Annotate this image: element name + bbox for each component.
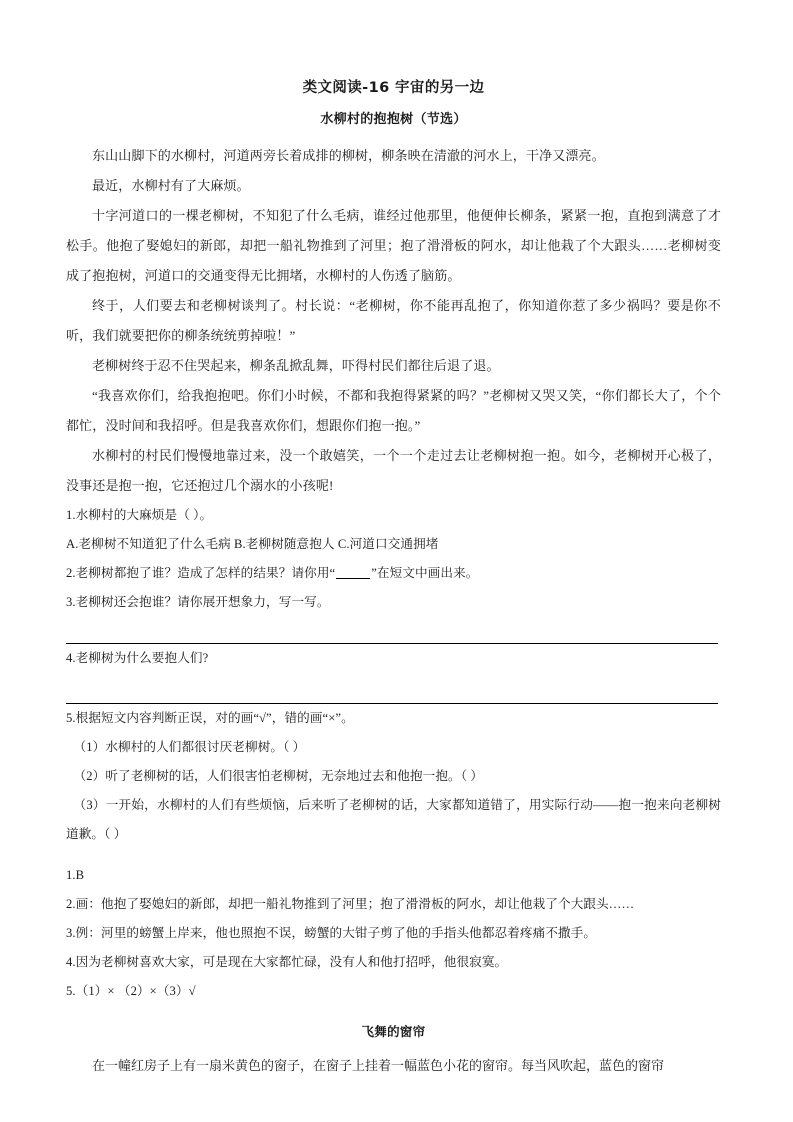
reading-passage [66,141,721,501]
passage-title: 水柳村的抱抱树（节选） [320,112,467,128]
answer-key-section [66,861,721,1006]
passage-paragraph: 水柳村的村民们慢慢地靠过来，没一个敢嬉笑，一个一个走过去让老柳树抱一抱。如今，老柳树开心极了，没事还是抱一抱，它还抱过几个溺水的小孩呢! [66,448,721,494]
question-5-item: （3）一开始，水柳村的人们有些烦恼，后来听了老柳树的话，大家都知道错了，用实际行动——抱一抱来向老柳树道歉。（ ） [66,798,721,842]
page-title: 类文阅读-16 宇宙的另一边 [302,80,485,96]
question-5: 5.根据短文内容判断正误，对的画“√”，错的画“×”。 [66,711,354,726]
question-5-item: （1）水柳村的人们都很讨厌老柳树。（ ） [73,740,306,755]
question-2-text-before: 2.老柳树都抱了谁？造成了怎样的结果？请你用“ [66,566,336,581]
passage-paragraph: 老柳树终于忍不住哭起来，柳条乱掀乱舞，吓得村民们都往后退了退。 [92,358,500,374]
question-3: 3.老柳树还会抱谁？请你展开想象力，写一写。 [66,595,330,610]
passage-paragraph: 十字河道口的一棵老柳树，不知犯了什么毛病，谁经过他那里，他便伸长柳条，紧紧一抱，直抱到满意了才松手。他抱了娶媳妇的新郎，却把一船礼物推到了河里；抱了滑滑板的阿水，却让他栽了个大跟头……老柳树变成了抱抱树，河道口的交通变得无比拥堵，水柳村的人伤透了脑筋。 [66,208,721,284]
next-section-passage [66,1051,721,1081]
passage-paragraph: 终于，人们要去和老柳树谈判了。村长说：“老柳树，你不能再乱抱了，你知道你惹了多少祸吗？要是你不听，我们就要把你的柳条统统剪掉啦！” [66,298,721,344]
answer-5: 5.（1）× （2）×（3）√ [66,984,196,999]
question-5-item: （2）听了老柳树的话，人们很害怕老柳树，无奈地过去和他抱一抱。（ ） [73,769,484,784]
question-1: 1.水柳村的大麻烦是（ ）。 [66,508,213,523]
question-2 [66,559,721,588]
question-4: 4.老柳树为什么要抱人们? [66,651,209,666]
question-1-options: A.老柳树不知道犯了什么毛病 B.老柳树随意抱人 C.河道口交通拥堵 [66,537,439,552]
passage-paragraph: “我喜欢你们，给我抱抱吧。你们小时候，不都和我抱得紧紧的吗？”老柳树又哭又笑，“你们都长大了，个个都忙，没时间和我招呼。但是我喜欢你们，想跟你们抱一抱。” [66,388,721,434]
document-content [66,78,721,1081]
passage-paragraph: 东山山脚下的水柳村，河道两旁长着成排的柳树，柳条映在清澈的河水上，干净又漂亮。 [92,148,605,164]
next-section-title: 飞舞的窗帘 [361,1024,426,1040]
questions-section [66,501,721,849]
answer-2: 2.画：他抱了娶媳妇的新郎，却把一船礼物推到了河里；抱了滑滑板的阿水，却让他栽了个大跟头…… [66,897,635,912]
answer-blank-underline[interactable] [336,578,370,579]
answer-1: 1.B [66,868,85,883]
passage-paragraph: 最近，水柳村有了大麻烦。 [92,178,250,194]
next-section-paragraph: 在一幢红房子上有一扇米黄色的窗子，在窗子上挂着一幅蓝色小花的窗帘。每当风吹起，蓝色的窗帘 [92,1057,665,1073]
question-2-text-after: ”在短文中画出来。 [371,566,479,581]
answer-4: 4.因为老柳树喜欢大家，可是现在大家都忙碌，没有人和他打招呼，他很寂寞。 [66,955,508,970]
answer-3: 3.例：河里的螃蟹上岸来，他也照抱不误，螃蟹的大钳子剪了他的手指头他都忍着疼痛不撒手。 [66,926,597,941]
